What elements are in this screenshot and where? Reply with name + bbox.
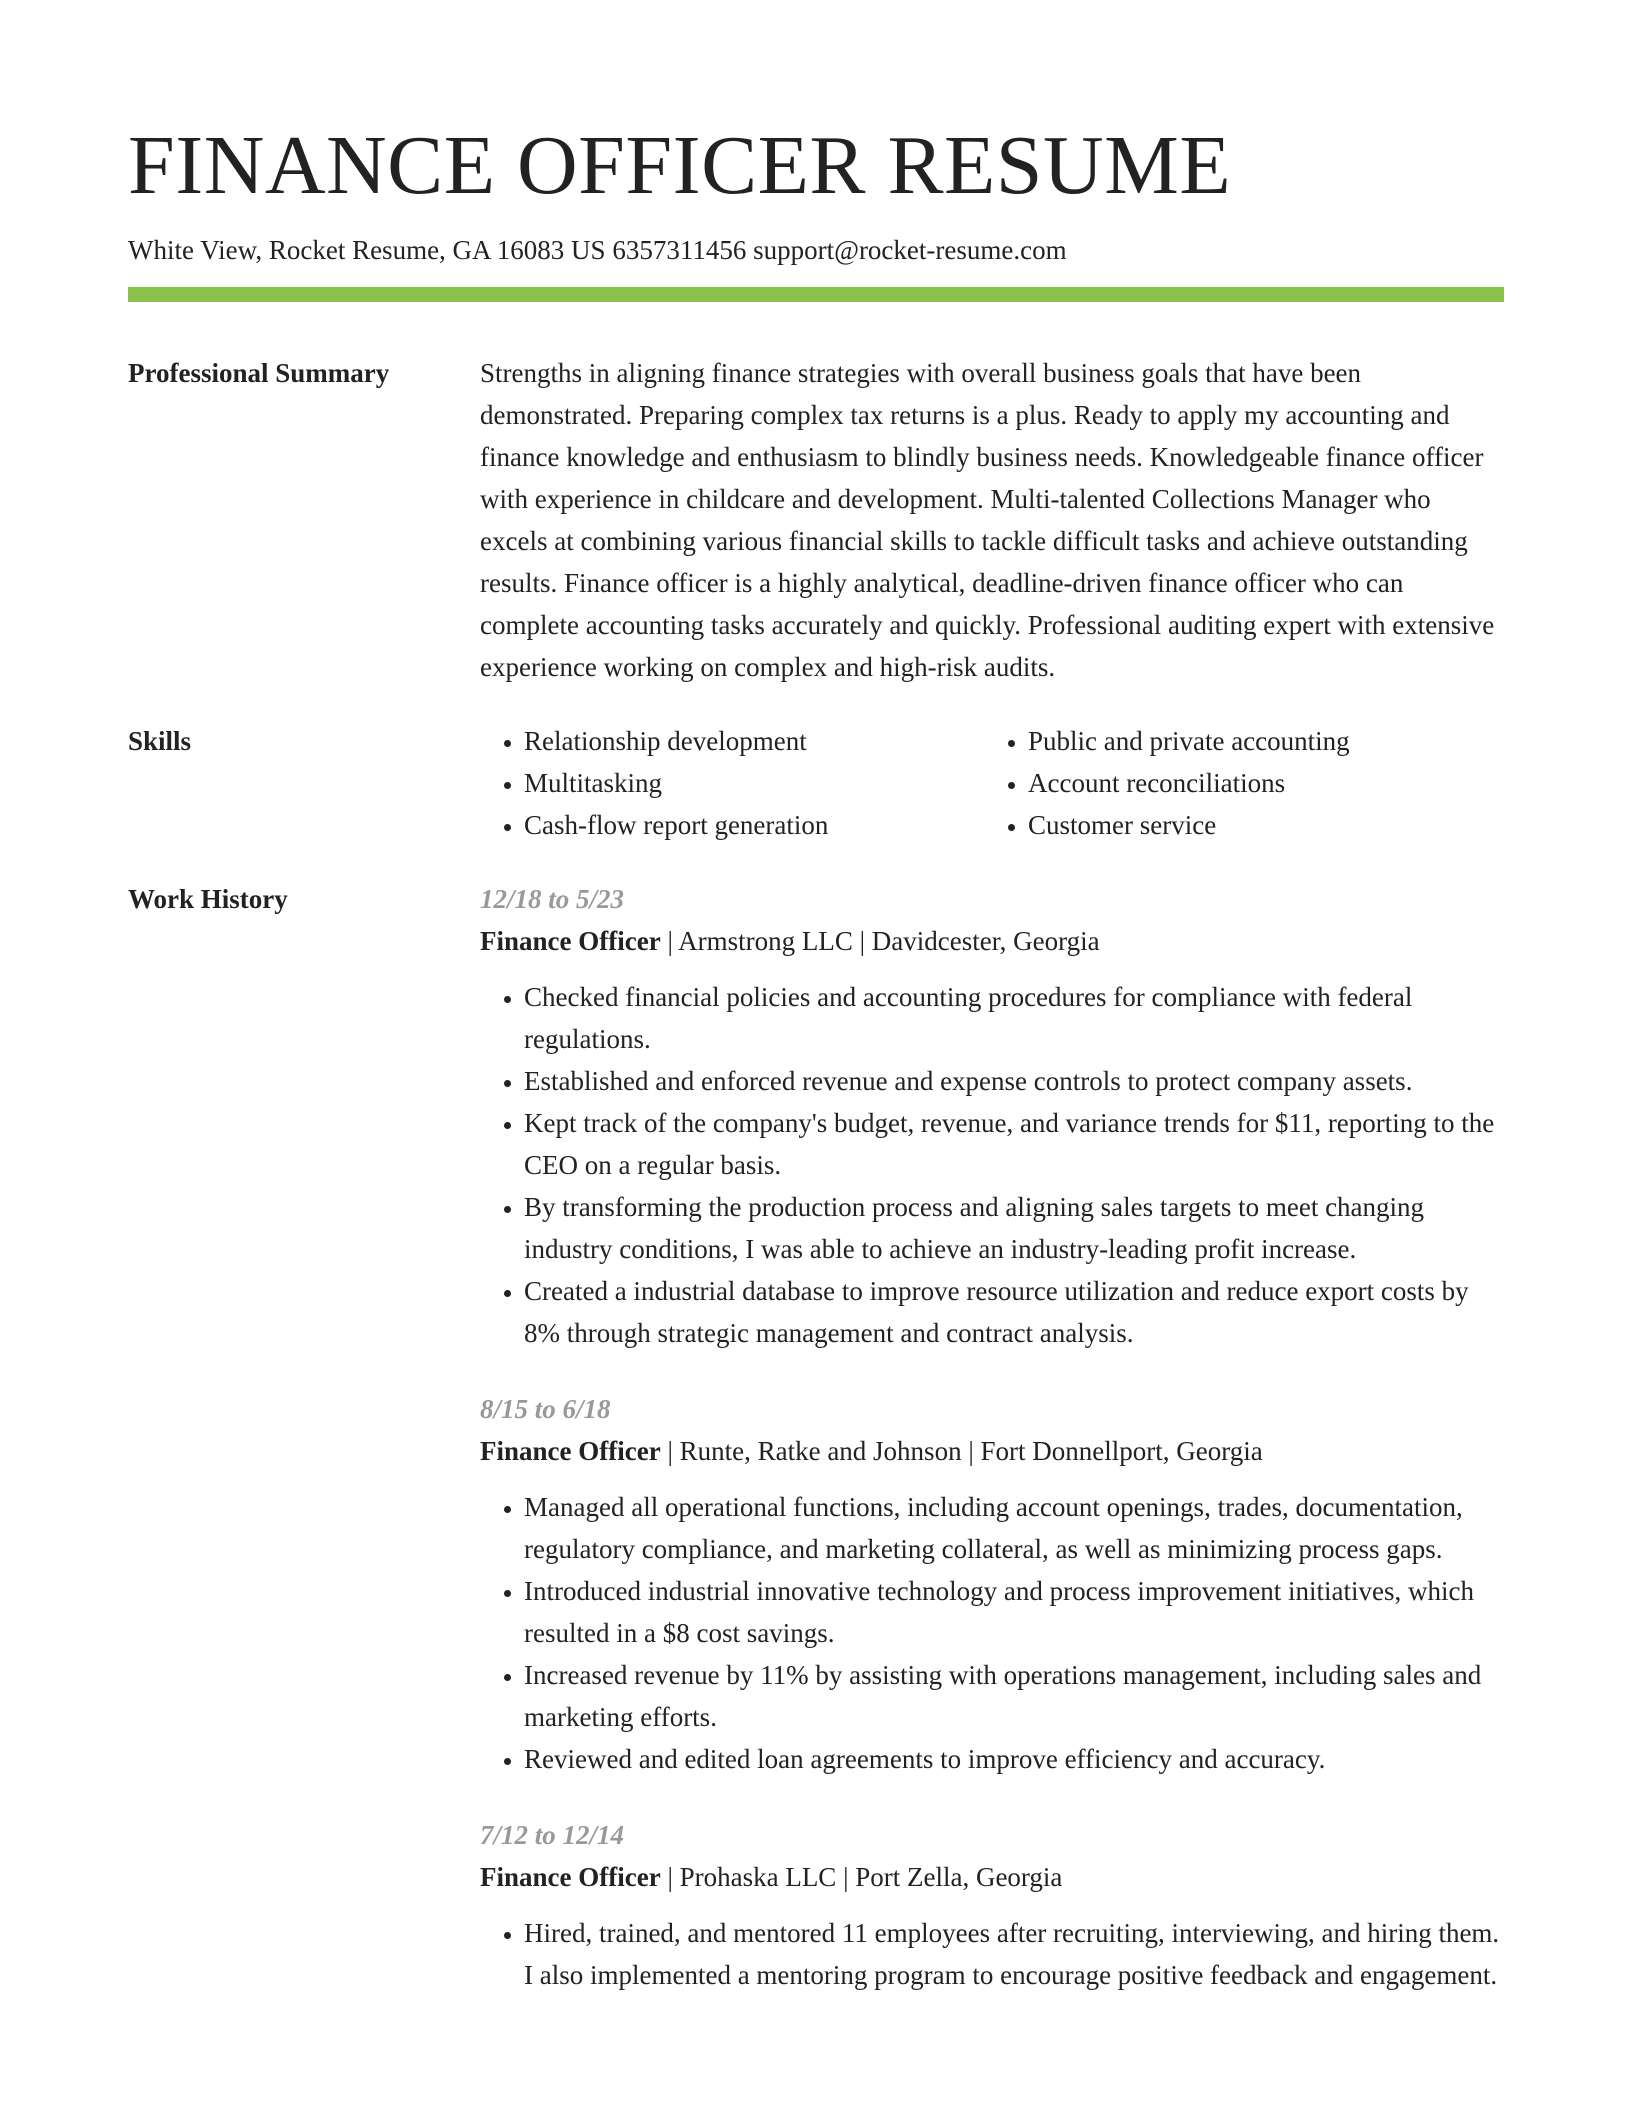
skill-item: • Relationship development <box>524 720 984 762</box>
job-bullet: • Increased revenue by 11% by assisting with operations management, including sales and marketing efforts. <box>524 1654 1504 1738</box>
skill-item: • Account reconciliations <box>1028 762 1488 804</box>
job-title: Finance Officer <box>480 1861 661 1892</box>
job-entry <box>480 1388 1504 1780</box>
skill-item: • Multitasking <box>524 762 984 804</box>
job-header <box>480 1430 1504 1472</box>
job-employer-location: | Prohaska LLC | Port Zella, Georgia <box>660 1861 1063 1892</box>
job-bullet: • Reviewed and edited loan agreements to improve efficiency and accuracy. <box>524 1738 1504 1780</box>
skills-section <box>128 720 1504 846</box>
skill-item: • Cash-flow report generation <box>524 804 984 846</box>
job-entry <box>480 878 1504 1354</box>
job-bullets <box>480 1486 1504 1780</box>
work-history-section <box>128 878 1504 2030</box>
job-bullet: • By transforming the production process and aligning sales targets to meet changing industry conditions, I was able to achieve an industry-leading profit increase. <box>524 1186 1504 1270</box>
skills-column-right <box>984 720 1488 846</box>
job-dates: 8/15 to 6/18 <box>480 1393 611 1424</box>
job-employer-location: | Armstrong LLC | Davidcester, Georgia <box>660 925 1100 956</box>
summary-heading: Professional Summary <box>128 357 390 388</box>
job-bullets <box>480 976 1504 1354</box>
resume-title: FINANCE OFFICER RESUME <box>128 119 1232 212</box>
accent-divider <box>128 287 1504 302</box>
job-bullet: • Introduced industrial innovative technology and process improvement initiatives, which resulted in a $8 cost savings. <box>524 1570 1504 1654</box>
summary-text: Strengths in aligning finance strategies with overall business goals that have been demonstrated. Preparing complex tax returns is a plus. Ready to apply my accounting and finance knowledge and enthusiasm to blindly business needs. Knowledgeable finance officer with experience in childcare and development. Multi-talented Collections Manager who excels at combining various financial skills to tackle difficult tasks and achieve outstanding results. Finance officer is a highly analytical, deadline-driven finance officer who can complete accounting tasks accurately and quickly. Professional auditing expert with extensive experience working on complex and high-risk audits. <box>480 357 1495 682</box>
job-bullets <box>480 1912 1504 1996</box>
job-employer-location: | Runte, Ratke and Johnson | Fort Donnellport, Georgia <box>660 1435 1263 1466</box>
work-history-heading: Work History <box>128 883 288 914</box>
job-bullet: • Created a industrial database to improve resource utilization and reduce export costs by 8% through strategic management and contract analysis. <box>524 1270 1504 1354</box>
skill-item: • Customer service <box>1028 804 1488 846</box>
resume-page <box>128 120 1504 2030</box>
skill-item: • Public and private accounting <box>1028 720 1488 762</box>
job-dates: 7/12 to 12/14 <box>480 1819 625 1850</box>
job-bullet: • Hired, trained, and mentored 11 employees after recruiting, interviewing, and hiring them. I also implemented a mentoring program to encourage positive feedback and engagement. <box>524 1912 1504 1996</box>
job-title: Finance Officer <box>480 1435 661 1466</box>
job-bullet: • Checked financial policies and accounting procedures for compliance with federal regulations. <box>524 976 1504 1060</box>
skills-column-left <box>480 720 984 846</box>
job-title: Finance Officer <box>480 925 661 956</box>
summary-section <box>128 352 1504 688</box>
job-entry <box>480 1814 1504 1996</box>
job-dates: 12/18 to 5/23 <box>480 883 625 914</box>
job-bullet: • Established and enforced revenue and expense controls to protect company assets. <box>524 1060 1504 1102</box>
job-header <box>480 1856 1504 1898</box>
job-header <box>480 920 1504 962</box>
skills-grid <box>480 720 1504 846</box>
job-bullet: • Managed all operational functions, including account openings, trades, documentation, regulatory compliance, and marketing collateral, as well as minimizing process gaps. <box>524 1486 1504 1570</box>
skills-heading: Skills <box>128 725 192 756</box>
contact-line: White View, Rocket Resume, GA 16083 US 6357311456 support@rocket-resume.com <box>128 235 1067 266</box>
job-bullet: • Kept track of the company's budget, revenue, and variance trends for $11, reporting to the CEO on a regular basis. <box>524 1102 1504 1186</box>
